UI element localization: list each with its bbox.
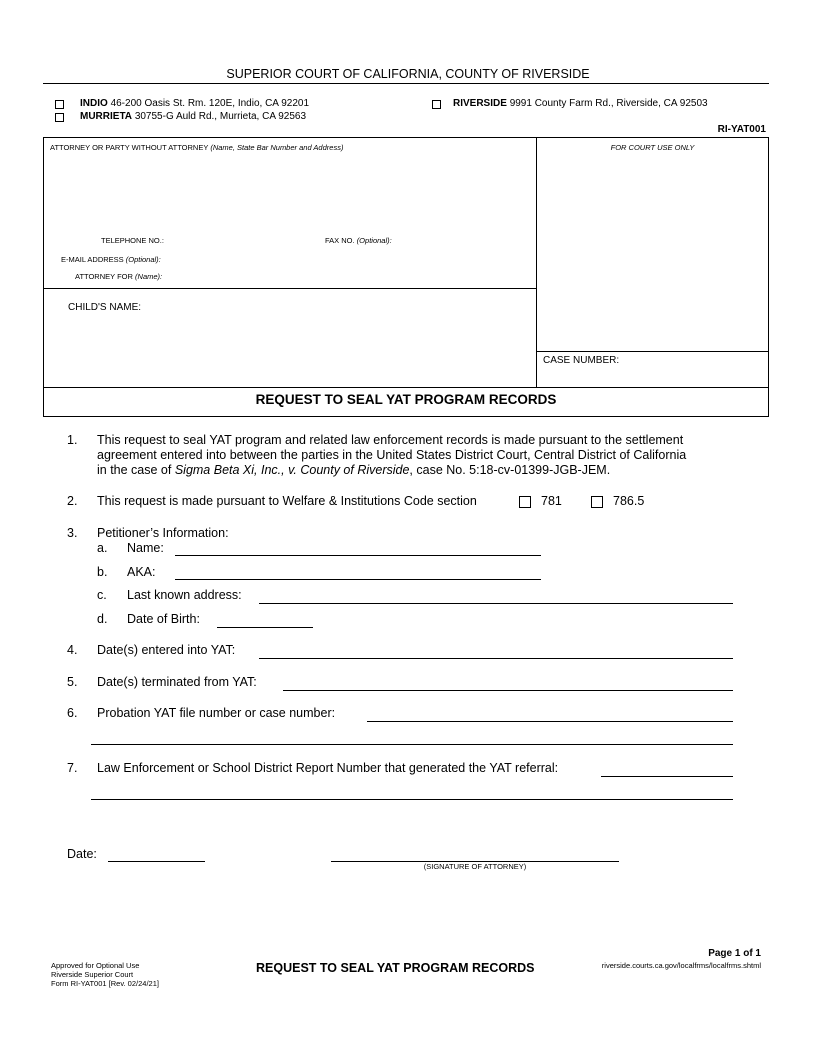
signature-label: (SIGNATURE OF ATTORNEY)	[423, 862, 527, 871]
date-terminated-field[interactable]	[283, 690, 733, 691]
item-4-number: 4.	[67, 643, 78, 657]
location-indio-name: INDIO	[80, 98, 108, 109]
fax-field[interactable]	[400, 233, 530, 245]
report-number-field[interactable]	[601, 776, 733, 777]
item-1-line3: in the case of Sigma Beta Xi, Inc., v. County of Riverside, case No. 5:18-cv-01399-JGB-JEM.	[97, 463, 611, 477]
header-rule	[43, 83, 769, 84]
item-1-number: 1.	[67, 433, 78, 447]
case-number-label: CASE NUMBER:	[543, 355, 620, 366]
page-number: Page 1 of 1	[708, 948, 761, 959]
item-3-title: Petitioner’s Information:	[97, 526, 229, 540]
court-use-field[interactable]	[540, 155, 765, 347]
title-row-rule	[43, 387, 769, 388]
form-title: REQUEST TO SEAL YAT PROGRAM RECORDS	[255, 392, 557, 407]
child-name-field[interactable]	[150, 298, 530, 382]
checkbox-murrieta[interactable]	[55, 113, 64, 122]
report-number-label: Law Enforcement or School District Report Number that generated the YAT referral:	[97, 761, 559, 775]
name-field[interactable]	[175, 555, 541, 556]
aka-label: AKA:	[127, 565, 156, 579]
location-riverside-address: 9991 County Farm Rd., Riverside, CA 92503	[509, 98, 708, 109]
location-murrieta	[80, 111, 306, 122]
aka-field[interactable]	[175, 579, 541, 580]
court-title: SUPERIOR COURT OF CALIFORNIA, COUNTY OF RIVERSIDE	[226, 67, 590, 81]
item-3a-letter: a.	[97, 541, 108, 555]
item-6-number: 6.	[67, 706, 78, 720]
court-use-label: FOR COURT USE ONLY	[610, 143, 695, 152]
date-terminated-label: Date(s) terminated from YAT:	[97, 675, 257, 689]
email-field[interactable]	[172, 252, 522, 264]
location-riverside-name: RIVERSIDE	[453, 98, 507, 109]
attorney-info-field[interactable]	[50, 156, 530, 230]
attorney-section-rule	[43, 288, 536, 289]
probation-number-field[interactable]	[367, 721, 733, 722]
last-address-field[interactable]	[259, 603, 733, 604]
fax-label: FAX NO. (Optional):	[325, 236, 392, 245]
checkbox-riverside[interactable]	[432, 100, 441, 109]
date-field[interactable]	[108, 861, 205, 862]
email-label: E-MAIL ADDRESS (Optional):	[61, 255, 161, 264]
checkbox-781[interactable]	[519, 496, 531, 508]
date-entered-field[interactable]	[259, 658, 733, 659]
item-2-number: 2.	[67, 494, 78, 508]
case-citation: Sigma Beta Xi, Inc., v. County of Riverside	[174, 463, 410, 477]
probation-number-field-line2[interactable]	[91, 744, 733, 745]
item-2-text: This request is made pursuant to Welfare & Institutions Code section	[97, 494, 477, 508]
approved-line-3: Form RI-YAT001 [Rev. 02/24/21]	[51, 979, 159, 988]
name-label: Name:	[127, 541, 164, 555]
telephone-label: TELEPHONE NO.:	[101, 236, 164, 245]
attorney-for-label: ATTORNEY FOR (Name):	[75, 272, 163, 281]
footer-title: REQUEST TO SEAL YAT PROGRAM RECORDS	[256, 961, 535, 975]
probation-number-label: Probation YAT file number or case number:	[97, 706, 336, 720]
item-5-number: 5.	[67, 675, 78, 689]
last-address-label: Last known address:	[127, 588, 242, 602]
option-786-5-label: 786.5	[613, 494, 645, 508]
attorney-label: ATTORNEY OR PARTY WITHOUT ATTORNEY (Name, State Bar Number and Address)	[50, 143, 344, 152]
report-number-field-line2[interactable]	[91, 799, 733, 800]
option-781-label: 781	[541, 494, 562, 508]
checkbox-786-5[interactable]	[591, 496, 603, 508]
location-indio	[80, 98, 309, 109]
item-1-line2: agreement entered into between the parties in the United States District Court, Central District of California	[97, 448, 687, 462]
item-1-line1: This request to seal YAT program and related law enforcement records is made pursuant to the settlement	[97, 433, 684, 447]
item-3b-letter: b.	[97, 565, 108, 579]
item-3c-letter: c.	[97, 588, 107, 602]
location-murrieta-address: 30755-G Auld Rd., Murrieta, CA 92563	[134, 111, 307, 122]
case-number-field[interactable]	[543, 368, 765, 384]
form-id: RI-YAT001	[717, 124, 766, 135]
location-indio-address: 46-200 Oasis St. Rm. 120E, Indio, CA 92201	[110, 98, 310, 109]
item-3d-letter: d.	[97, 612, 108, 626]
approved-line-2: Riverside Superior Court	[51, 970, 134, 979]
footer-url[interactable]: riverside.courts.ca.gov/localfrms/localfrms.shtml	[601, 961, 761, 970]
dob-label: Date of Birth:	[127, 612, 200, 626]
telephone-field[interactable]	[172, 233, 312, 245]
item-7-number: 7.	[67, 761, 78, 775]
case-number-rule	[536, 351, 769, 352]
item-3-number: 3.	[67, 526, 78, 540]
location-murrieta-name: MURRIETA	[80, 111, 133, 122]
child-name-label: CHILD'S NAME:	[68, 302, 142, 313]
date-label: Date:	[67, 847, 97, 861]
date-entered-label: Date(s) entered into YAT:	[97, 643, 236, 657]
approved-line-1: Approved for Optional Use	[51, 961, 140, 970]
checkbox-indio[interactable]	[55, 100, 64, 109]
dob-field[interactable]	[217, 627, 313, 628]
attorney-for-field[interactable]	[172, 269, 522, 281]
location-riverside	[453, 98, 708, 109]
